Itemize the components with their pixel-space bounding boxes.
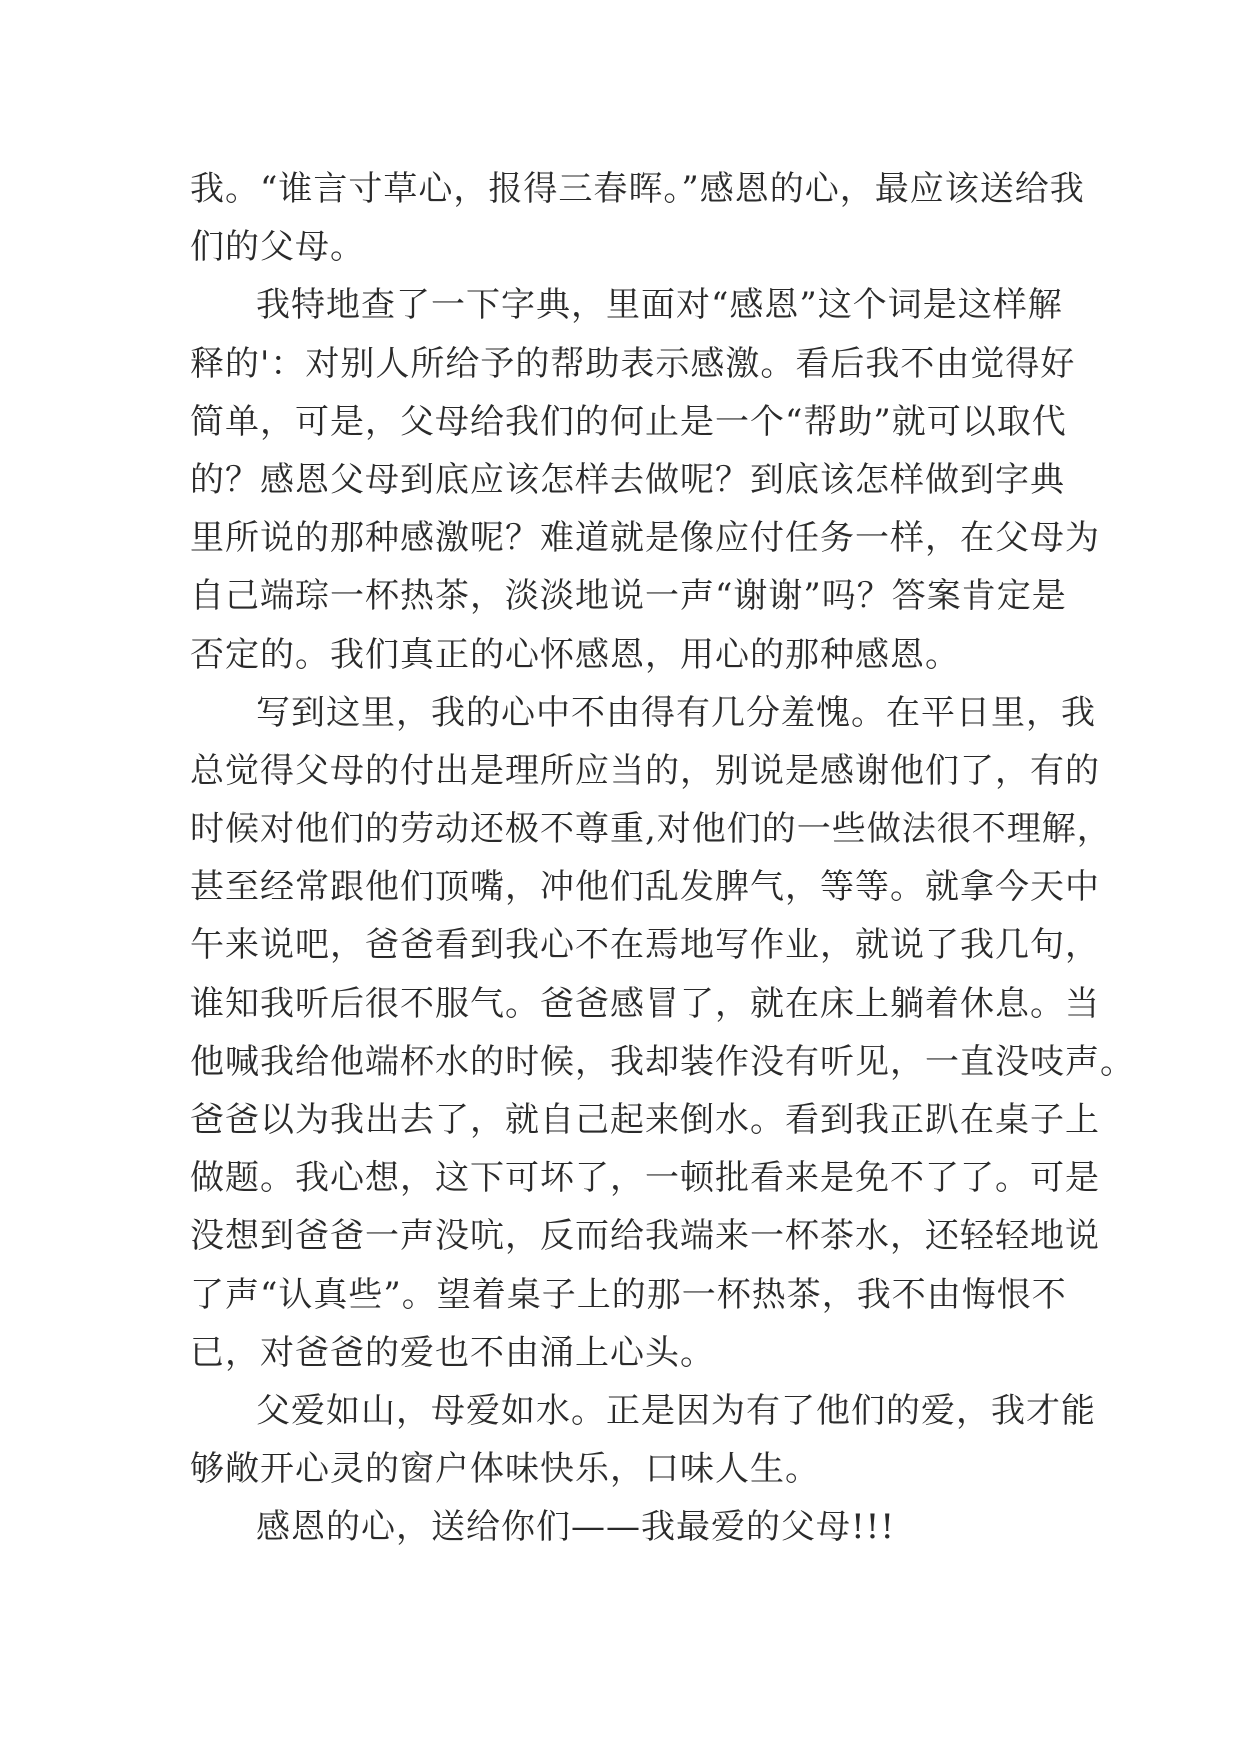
text-line: 的？感恩父母到底应该怎样去做呢？到底该怎样做到字典	[190, 459, 1065, 500]
text-line: 里所说的那种感激呢？难道就是像应付任务一样，在父母为	[190, 518, 1100, 559]
text-line: 时候对他们的劳动还极不尊重,对他们的一些做法很不理解，	[190, 809, 1112, 850]
text-line: 了声“认真些”。望着桌子上的那一杯热茶，我不由悔恨不	[190, 1274, 1067, 1315]
text-line: 我特地查了一下字典，里面对“感恩”这个词是这样解	[256, 285, 1063, 326]
text-line: 自己端琮一杯热茶，淡淡地说一声“谢谢”吗？答案肯定是	[190, 576, 1067, 617]
text-line: 们的父母。	[190, 227, 365, 268]
text-line: 谁知我听后很不服气。爸爸感冒了，就在床上躺着休息。当	[190, 983, 1100, 1024]
text-line: 午来说吧，爸爸看到我心不在焉地写作业，就说了我几句，	[190, 925, 1100, 966]
text-line: 总觉得父母的付出是理所应当的，别说是感谢他们了，有的	[190, 750, 1100, 791]
text-line: 已，对爸爸的爱也不由涌上心头。	[190, 1332, 715, 1373]
text-line: 父爱如山，母爱如水。正是因为有了他们的爱，我才能	[256, 1390, 1096, 1431]
text-line: 他喊我给他端杯水的时候，我却装作没有听见，一直没吱声。	[190, 1041, 1135, 1082]
text-line: 做题。我心想，这下可坏了，一顿批看来是免不了了。可是	[190, 1158, 1100, 1199]
text-line: 爸爸以为我出去了，就自己起来倒水。看到我正趴在桌子上	[190, 1100, 1100, 1140]
text-line: 写到这里，我的心中不由得有几分羞愧。在平日里，我	[256, 692, 1096, 733]
text-line: 够敞开心灵的窗户体味快乐，口味人生。	[190, 1449, 820, 1490]
text-line: 否定的。我们真正的心怀感恩，用心的那种感恩。	[190, 634, 960, 675]
text-line: 简单，可是，父母给我们的何止是一个“帮助”就可以取代	[190, 401, 1067, 442]
document-page	[190, 160, 1135, 1557]
text-line: 释的'：对别人所给予的帮助表示感激。看后我不由觉得好	[190, 343, 1076, 384]
text-line: 没想到爸爸一声没吭，反而给我端来一杯茶水，还轻轻地说	[190, 1216, 1100, 1257]
text-line: 感恩的心，送给你们——我最爱的父母!!!	[256, 1507, 895, 1548]
text-line: 我。“谁言寸草心，报得三春晖。”感恩的心，最应该送给我	[190, 169, 1085, 209]
text-line: 甚至经常跟他们顶嘴，冲他们乱发脾气，等等。就拿今天中	[190, 867, 1100, 908]
